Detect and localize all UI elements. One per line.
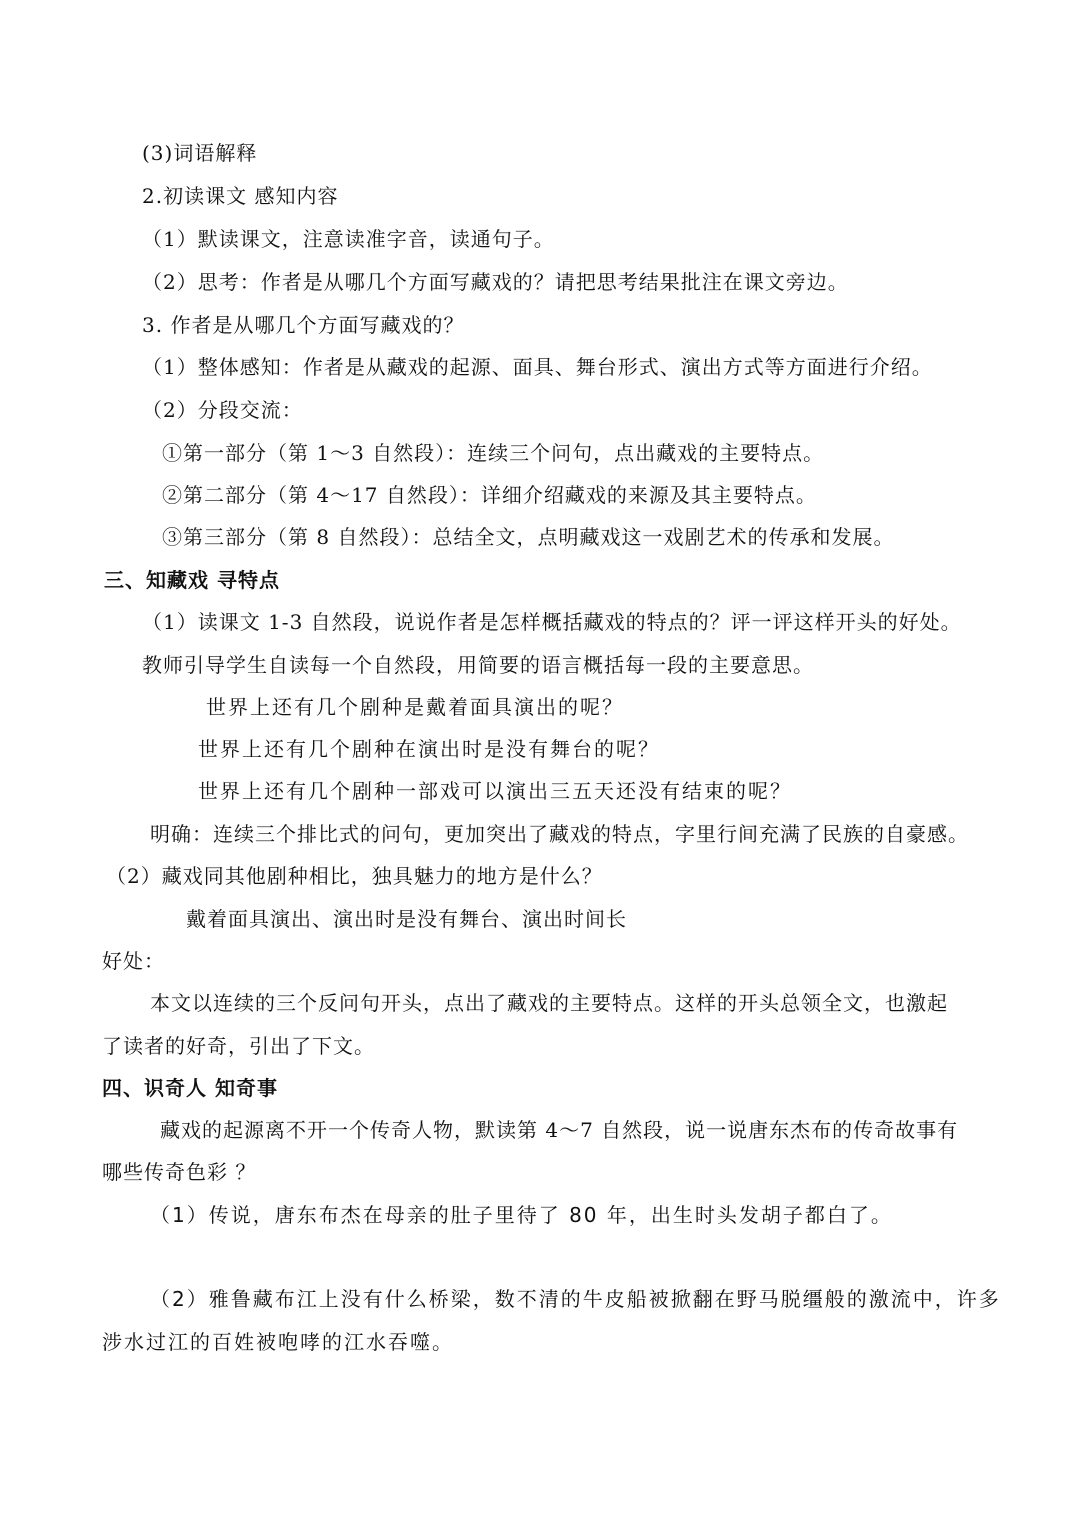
step-3-item-2: （2）分段交流：: [142, 398, 303, 422]
quote-question-3: 世界上还有几个剧种一部戏可以演出三五天还没有结束的呢？: [198, 779, 792, 803]
section-4-intro-line-2: 哪些传奇色彩 ？: [102, 1160, 257, 1184]
section-part-3: ③第三部分（第 8 自然段）：总结全文，点明藏戏这一戏剧艺术的传承和发展。: [162, 525, 895, 549]
question-1: （1）读课文 1-3 自然段，说说作者是怎样概括藏戏的特点的？评一评这样开头的好处。: [142, 610, 962, 634]
quote-question-1: 世界上还有几个剧种是戴着面具演出的呢？: [206, 695, 624, 719]
section-4-intro-line-1: 藏戏的起源离不开一个传奇人物，默读第 4～7 自然段，说一说唐东杰布的传奇故事有: [160, 1118, 959, 1142]
step-3-heading: 3. 作者是从哪几个方面写藏戏的？: [142, 313, 465, 337]
step-3-item-1: （1）整体感知：作者是从藏戏的起源、面具、舞台形式、演出方式等方面进行介绍。: [142, 355, 933, 379]
heading-section-4: 四、识奇人 知奇事: [102, 1076, 278, 1100]
benefit-text-line-2: 了读者的好奇，引出了下文。: [102, 1034, 375, 1058]
benefit-text-line-1: 本文以连续的三个反问句开头，点出了藏戏的主要特点。这样的开头总领全文，也激起: [150, 991, 948, 1015]
item-vocab-explanation: (3)词语解释: [142, 141, 258, 165]
question-2: （2）藏戏同其他剧种相比，独具魅力的地方是什么？: [106, 864, 603, 888]
section-part-1: ①第一部分（第 1～3 自然段）：连续三个问句，点出藏戏的主要特点。: [162, 441, 825, 465]
legend-item-1: （1）传说，唐东布杰在母亲的肚子里待了 80 年，出生时头发胡子都白了。: [150, 1203, 893, 1227]
answer-2: 戴着面具演出、演出时是没有舞台、演出时间长: [186, 907, 627, 931]
legend-item-2-line-1: （2）雅鲁藏布江上没有什么桥梁，数不清的牛皮船被掀翻在野马脱缰般的激流中，许多: [150, 1287, 1001, 1311]
step-2-heading: 2.初读课文 感知内容: [142, 184, 339, 208]
benefit-label: 好处：: [102, 949, 165, 973]
legend-item-2-line-2: 涉水过江的百姓被咆哮的江水吞噬。: [102, 1330, 454, 1354]
step-2-item-1: （1）默读课文，注意读准字音，读通句子。: [142, 227, 555, 251]
heading-section-3: 三、知藏戏 寻特点: [104, 568, 280, 592]
quote-question-2: 世界上还有几个剧种在演出时是没有舞台的呢？: [198, 737, 660, 761]
section-part-2: ②第二部分（第 4～17 自然段）：详细介绍藏戏的来源及其主要特点。: [162, 483, 817, 507]
clarification: 明确：连续三个排比式的问句，更加突出了藏戏的特点，字里行间充满了民族的自豪感。: [150, 822, 969, 846]
teacher-guidance: 教师引导学生自读每一个自然段，用简要的语言概括每一段的主要意思。: [142, 653, 814, 677]
step-2-item-2: （2）思考：作者是从哪几个方面写藏戏的？请把思考结果批注在课文旁边。: [142, 270, 849, 294]
